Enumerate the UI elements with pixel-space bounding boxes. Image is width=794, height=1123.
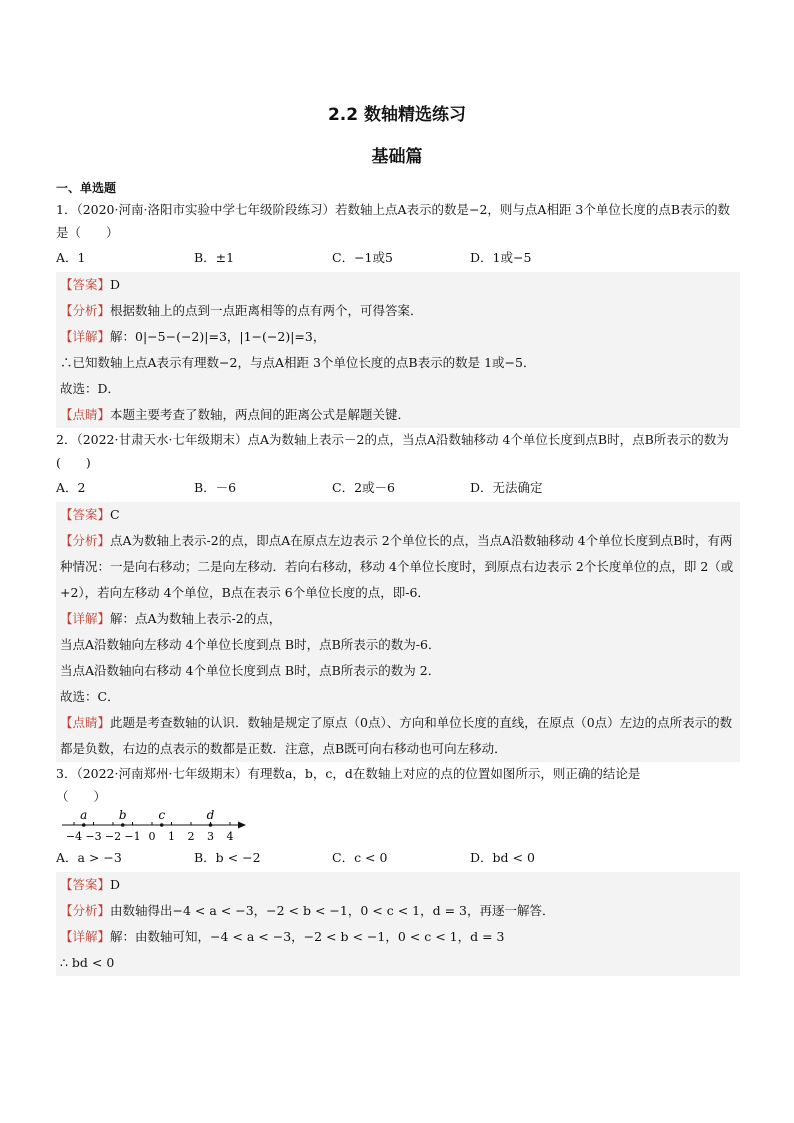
tick-label: −4	[65, 830, 83, 843]
tick-label: 1	[168, 830, 175, 843]
option-b: B．b < −2	[194, 850, 261, 865]
point-marker	[82, 823, 86, 827]
detail-line: 故选：C．	[60, 689, 120, 704]
section-heading: 一、单选题	[56, 181, 117, 195]
number-line-figure	[56, 808, 740, 844]
options-row	[56, 244, 740, 272]
number-line	[60, 808, 250, 844]
solution-box	[56, 872, 740, 976]
comment-tag: 【点睛】	[60, 715, 111, 730]
option-a: A．2	[56, 480, 86, 495]
option-d: D．1或−5	[470, 250, 532, 265]
detail-line: 解：0|−5−(−2)|=3，|1−(−2)|=3，	[110, 329, 326, 344]
detail-tag: 【详解】	[60, 611, 111, 626]
comment-text: 此题是考查数轴的认识．数轴是规定了原点（0点）、方向和单位长度的直线，在原点（0点）左边的点所表示的数都是负数，右边的点表示的数都是正数．注意，点B既可向右移动也可向左移动．	[60, 715, 733, 756]
answer-value: C	[110, 507, 120, 522]
detail-line: ∴已知数轴上点A表示有理数−2，与点A相距 3个单位长度的点B表示的数是 1或−5．	[60, 355, 536, 370]
options-row	[56, 844, 740, 872]
point-label: a	[80, 808, 88, 822]
analysis-tag: 【分析】	[60, 903, 111, 918]
answer-value: D	[110, 877, 121, 892]
point-label: c	[158, 808, 166, 822]
analysis-text: 点A为数轴上表示-2的点，即点A在原点左边表示 2个单位长的点，当点A沿数轴移动 4个单位长度到点B时，有两种情况：一是向右移动；二是向左移动．若向右移动，移动 4个单位长度时，到原点右边表示 2个长度单位的点，即 2（或+2），若向左移动 4个单位，B点在表示 6个单位长度的点，即-6．	[60, 533, 734, 600]
detail-line: 故选：D．	[60, 381, 121, 396]
question-stem: 2．（2022·甘肃天水·七年级期末）点A为数轴上表示－2的点，当点A沿数轴移动 4个单位长度到点B时，点B所表示的数为( )	[56, 432, 729, 470]
option-c: C．2或－6	[332, 480, 395, 495]
point-marker	[160, 823, 164, 827]
options-row	[56, 474, 740, 502]
option-a: A．1	[56, 250, 86, 265]
answer-value: D	[110, 277, 121, 292]
detail-line: ∴ bd < 0	[60, 955, 115, 970]
content	[56, 178, 740, 976]
answer-tag: 【答案】	[60, 877, 111, 892]
question-2	[56, 428, 740, 762]
tick-label: 3	[207, 830, 214, 843]
option-d: D．无法确定	[470, 480, 543, 495]
point-label: d	[206, 808, 215, 822]
question-stem-cont: （ ）	[56, 789, 107, 804]
question-1	[56, 198, 740, 428]
page-title: 2.2 数轴精选练习	[327, 105, 467, 125]
point-marker	[209, 823, 213, 827]
question-stem: 3．（2022·河南郑州·七年级期末）有理数a，b，c，d在数轴上对应的点的位置如图所示，则正确的结论是	[56, 766, 641, 781]
tick-label: −2	[104, 830, 122, 843]
detail-line: 解：由数轴可知，−4 < a < −3，−2 < b < −1，0 < c < 1，d = 3	[110, 929, 505, 944]
page-subtitle: 基础篇	[371, 147, 423, 167]
analysis-text: 根据数轴上的点到一点距离相等的点有两个，可得答案．	[110, 303, 423, 318]
analysis-tag: 【分析】	[60, 533, 111, 548]
detail-tag: 【详解】	[60, 329, 111, 344]
tick-label: 0	[148, 830, 156, 843]
option-c: C．c < 0	[332, 850, 388, 865]
detail-line: 解：点A为数轴上表示-2的点，	[110, 611, 282, 626]
option-c: C．−1或5	[332, 250, 393, 265]
tick-label: 2	[187, 830, 195, 843]
question-stem: 1．（2020·河南·洛阳市实验中学七年级阶段练习）若数轴上点A表示的数是−2，则与点A相距 3个单位长度的点B表示的数是（ ）	[56, 202, 731, 240]
solution-box	[56, 502, 740, 762]
question-3	[56, 762, 740, 976]
tick-label: −1	[124, 830, 141, 843]
option-b: B．±1	[194, 250, 235, 265]
answer-tag: 【答案】	[60, 277, 111, 292]
option-d: D．bd < 0	[470, 850, 535, 865]
solution-box	[56, 272, 740, 428]
comment-tag: 【点睛】	[60, 407, 111, 422]
answer-tag: 【答案】	[60, 507, 111, 522]
analysis-text: 由数轴得出−4 < a < −3，−2 < b < −1，0 < c < 1，d = 3，再逐一解答．	[110, 903, 555, 918]
tick-label: 4	[226, 830, 234, 843]
analysis-tag: 【分析】	[60, 303, 111, 318]
tick-label: −3	[85, 830, 102, 843]
option-b: B．－6	[194, 480, 237, 495]
point-label: b	[118, 808, 127, 822]
detail-line: 当点A沿数轴向右移动 4个单位长度到点 B时，点B所表示的数为 2．	[60, 663, 441, 678]
detail-tag: 【详解】	[60, 929, 111, 944]
option-a: A．a > −3	[56, 850, 122, 865]
point-marker	[121, 823, 125, 827]
comment-text: 本题主要考查了数轴，两点间的距离公式是解题关键．	[110, 407, 411, 422]
detail-line: 当点A沿数轴向左移动 4个单位长度到点 B时，点B所表示的数为-6．	[60, 637, 441, 652]
